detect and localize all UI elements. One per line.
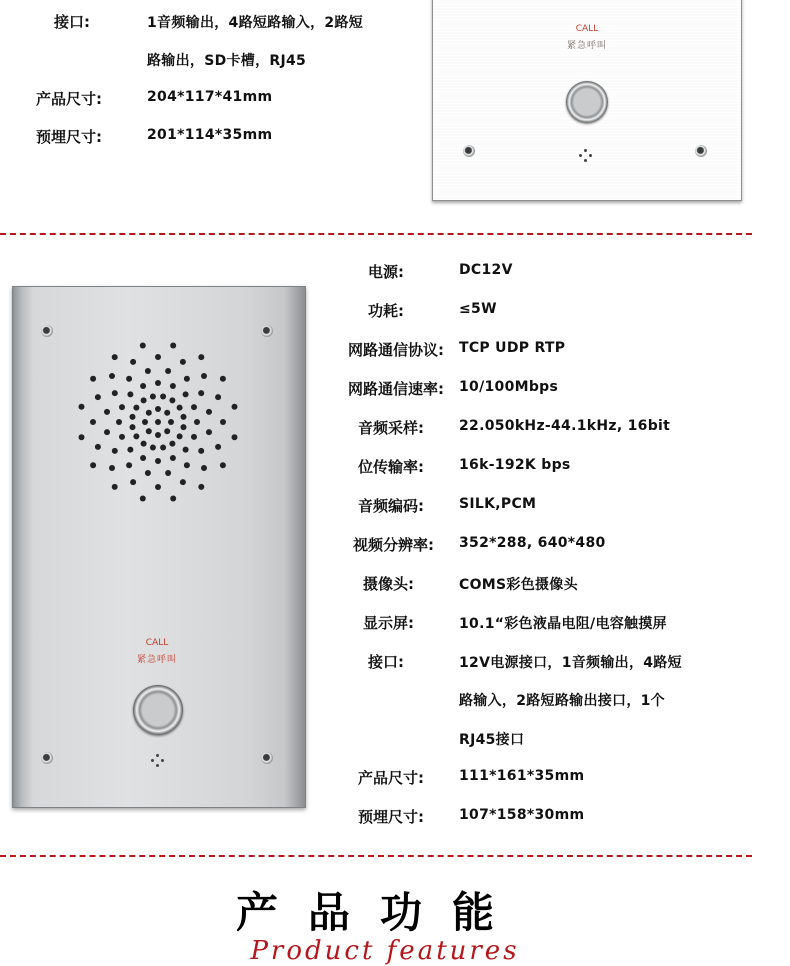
top-spec-label-embed-size: 预埋尺寸: (36, 128, 102, 146)
spec-value-power: DC12V (459, 262, 513, 278)
spec-label-embed-size: 预埋尺寸: (358, 808, 424, 826)
spec-value-bitrate: 16k-192K bps (459, 457, 571, 473)
spec-value-embed-size: 107*158*30mm (459, 807, 585, 823)
intercom-panel-image (12, 286, 306, 808)
screw-icon (41, 325, 53, 337)
spec-label-network-protocol: 网路通信协议: (348, 341, 444, 359)
top-spec-value-interface-line1: 1音频输出，4路短路输入，2路短 (147, 15, 364, 31)
screw-icon (261, 325, 273, 337)
spec-value-video-resolution: 352*288, 640*480 (459, 535, 606, 551)
call-button-icon (133, 685, 183, 735)
spec-label-network-speed: 网路通信速率: (348, 380, 444, 398)
screw-icon (261, 752, 273, 764)
spec-value-display: 10.1“彩色液晶电阻/电容触摸屏 (459, 616, 667, 632)
spec-value-interface-line1: 12V电源接口，1音频输出，4路短 (459, 655, 682, 671)
spec-value-network-protocol: TCP UDP RTP (459, 340, 566, 356)
top-spec-label-interface: 接口: (54, 13, 90, 31)
screw-icon (695, 145, 707, 157)
spec-label-camera: 摄像头: (363, 575, 414, 593)
top-spec-value-product-size: 204*117*41mm (147, 89, 273, 105)
top-spec-label-product-size: 产品尺寸: (36, 90, 102, 108)
spec-value-network-speed: 10/100Mbps (459, 379, 559, 395)
spec-value-interface-line3: RJ45接口 (459, 732, 525, 748)
spec-label-power-consumption: 功耗: (368, 302, 404, 320)
spec-value-camera: COMS彩色摄像头 (459, 577, 578, 593)
spec-label-bitrate: 位传输率: (358, 458, 424, 476)
spec-label-interface: 接口: (368, 653, 404, 671)
section-subtitle: Product features (250, 936, 520, 966)
spec-value-audio-codec: SILK,PCM (459, 496, 537, 512)
divider (0, 855, 752, 857)
top-spec-value-embed-size: 201*114*35mm (147, 127, 273, 143)
section-title: 产品功能 (235, 888, 524, 937)
top-spec-value-interface-line2: 路输出，SD卡槽，RJ45 (147, 53, 307, 69)
spec-value-power-consumption: ≤5W (459, 301, 497, 317)
spec-label-power: 电源: (368, 263, 404, 281)
speaker-grille-icon (73, 337, 243, 507)
spec-value-product-size: 111*161*35mm (459, 768, 585, 784)
divider (0, 233, 752, 235)
spec-label-display: 显示屏: (363, 614, 414, 632)
call-button-icon (566, 81, 608, 123)
spec-label-audio-codec: 音频编码: (358, 497, 424, 515)
call-label: CALL (575, 24, 599, 34)
spec-label-video-resolution: 视频分辨率: (353, 536, 434, 554)
emergency-call-label: 紧急呼叫 (566, 41, 607, 51)
spec-label-audio-sampling: 音频采样: (358, 419, 424, 437)
spec-value-interface-line2: 路输入，2路短路输出接口，1个 (459, 693, 665, 709)
top-device-panel-image (432, 0, 742, 201)
spec-label-product-size: 产品尺寸: (358, 769, 424, 787)
spec-value-audio-sampling: 22.050kHz-44.1kHz, 16bit (459, 418, 671, 434)
screw-icon (463, 145, 475, 157)
emergency-call-label: 紧急呼叫 (136, 655, 177, 665)
call-label: CALL (145, 638, 169, 648)
screw-icon (41, 752, 53, 764)
